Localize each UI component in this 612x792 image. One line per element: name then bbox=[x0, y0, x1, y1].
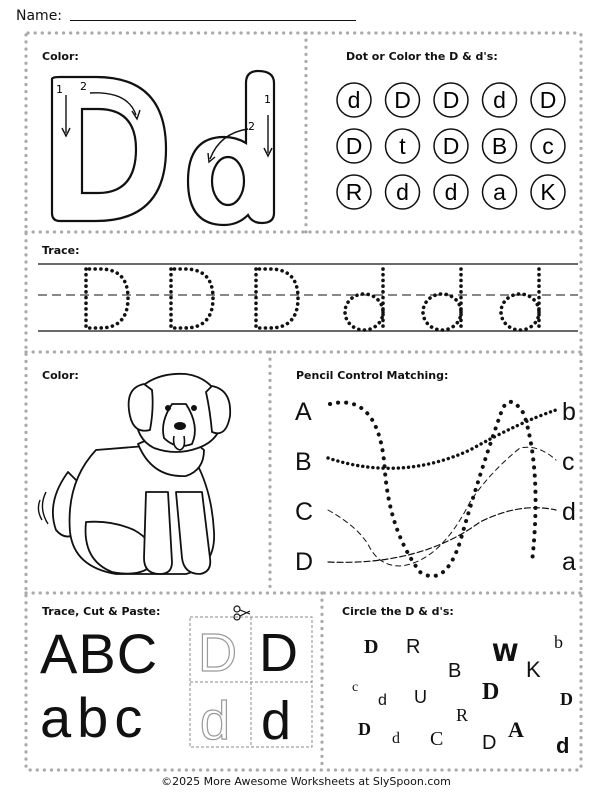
stroke-number: 2 bbox=[248, 120, 255, 133]
paste-letter: c bbox=[114, 686, 149, 749]
solid-upper-d: D bbox=[259, 623, 298, 683]
dog-illustration[interactable] bbox=[26, 352, 270, 593]
dot-circle[interactable] bbox=[386, 129, 420, 163]
dot-circle[interactable] bbox=[483, 175, 517, 209]
dot-circle-letter: K bbox=[540, 179, 556, 205]
dot-circle-letter: R bbox=[345, 179, 363, 205]
match-path-a bbox=[330, 402, 536, 576]
dot-circle[interactable] bbox=[337, 129, 371, 163]
dot-circle-letter: d bbox=[396, 179, 409, 205]
section-label: Color: bbox=[42, 369, 79, 382]
bubble-lower-d-inner bbox=[212, 157, 244, 205]
dot-circle[interactable] bbox=[531, 175, 565, 209]
dot-grid bbox=[336, 82, 576, 222]
stroke-number: 2 bbox=[80, 80, 87, 93]
trace-letter bbox=[501, 294, 539, 330]
color-letters-art[interactable] bbox=[26, 33, 306, 232]
dot-circle[interactable] bbox=[434, 129, 468, 163]
dog-picture-panel bbox=[26, 352, 270, 593]
bubble-upper-d-inner bbox=[82, 109, 136, 193]
circle-letter[interactable]: R bbox=[456, 705, 469, 725]
circle-letter[interactable]: D bbox=[482, 679, 500, 705]
dot-circle[interactable] bbox=[483, 129, 517, 163]
circle-letter[interactable]: R bbox=[406, 636, 421, 658]
cut-boxes[interactable] bbox=[26, 593, 322, 770]
trace-panel bbox=[26, 232, 581, 352]
circle-letter[interactable]: D bbox=[358, 719, 371, 739]
circle-panel bbox=[322, 593, 581, 770]
circle-letter[interactable]: D bbox=[482, 732, 497, 754]
match-path-b bbox=[328, 410, 556, 468]
dot-circle-letter: d bbox=[493, 87, 506, 113]
circle-letters[interactable] bbox=[322, 593, 581, 770]
section-label: Trace: bbox=[42, 244, 80, 257]
color-letters-panel bbox=[26, 33, 306, 232]
dot-circle-letter: D bbox=[394, 87, 411, 113]
trace-letter bbox=[256, 269, 298, 328]
dot-circle[interactable] bbox=[531, 83, 565, 117]
circle-letter[interactable]: W bbox=[492, 639, 519, 667]
paste-letter: A bbox=[40, 622, 79, 685]
dot-circle[interactable] bbox=[337, 83, 371, 117]
trace-upper-d: D bbox=[198, 623, 237, 683]
dot-circle[interactable] bbox=[386, 83, 420, 117]
dot-circle-letter: a bbox=[493, 179, 506, 205]
match-left-letter: D bbox=[295, 548, 314, 576]
paste-panel bbox=[26, 593, 322, 770]
dot-circle[interactable] bbox=[531, 129, 565, 163]
match-left-letter: C bbox=[295, 498, 314, 526]
circle-letter[interactable]: d bbox=[378, 692, 387, 709]
dot-circle[interactable] bbox=[337, 175, 371, 209]
dot-circle-letter: B bbox=[491, 133, 508, 159]
match-right-letter: a bbox=[562, 548, 576, 576]
dot-circle-letter: D bbox=[539, 87, 557, 113]
dot-circle-letter: t bbox=[399, 133, 406, 159]
dot-circle-letter: D bbox=[345, 133, 363, 159]
paste-letter: B bbox=[78, 622, 117, 685]
match-left-letter: A bbox=[295, 398, 312, 426]
circle-letter[interactable]: C bbox=[430, 728, 444, 750]
circle-letter[interactable]: D bbox=[560, 689, 573, 709]
stroke-number: 1 bbox=[56, 83, 63, 96]
circle-letter[interactable]: d bbox=[556, 733, 570, 758]
circle-letter[interactable]: b bbox=[554, 632, 563, 652]
matching-paths[interactable] bbox=[270, 352, 581, 593]
solid-lower-d: d bbox=[261, 691, 292, 751]
match-right-letter: c bbox=[562, 448, 575, 476]
section-label: Trace, Cut & Paste: bbox=[42, 605, 161, 618]
name-label: Name: bbox=[16, 8, 63, 24]
dot-circle-letter: c bbox=[542, 133, 554, 159]
dot-circle-letter: d bbox=[444, 179, 458, 205]
paste-letter: a bbox=[40, 686, 78, 749]
footer-credit: ©2025 More Awesome Worksheets at SlySpoon.com bbox=[161, 775, 451, 788]
scissors-icon bbox=[234, 606, 250, 620]
dot-circle-letter: D bbox=[442, 87, 460, 113]
trace-lower-d: d bbox=[200, 691, 231, 751]
dot-circle[interactable] bbox=[386, 175, 420, 209]
dot-circle[interactable] bbox=[434, 175, 468, 209]
trace-letter bbox=[86, 269, 128, 328]
section-label: Color: bbox=[42, 50, 79, 63]
circle-letter[interactable]: D bbox=[364, 636, 379, 658]
circle-letter[interactable]: B bbox=[448, 660, 462, 682]
match-right-letter: b bbox=[562, 398, 576, 426]
paste-letter: C bbox=[116, 622, 159, 685]
section-label: Pencil Control Matching: bbox=[296, 369, 449, 382]
match-path-d bbox=[328, 508, 556, 563]
dot-color-panel bbox=[306, 33, 581, 232]
trace-letter bbox=[171, 269, 213, 328]
matching-panel bbox=[270, 352, 581, 593]
dot-circle[interactable] bbox=[434, 83, 468, 117]
trace-letter bbox=[345, 294, 383, 330]
dot-circle[interactable] bbox=[483, 83, 517, 117]
section-label: Dot or Color the D & d's: bbox=[346, 50, 498, 63]
circle-letter[interactable]: A bbox=[508, 717, 524, 742]
dot-circle-letter: d bbox=[347, 87, 361, 113]
stroke-number: 1 bbox=[264, 93, 271, 106]
match-left-letter: B bbox=[295, 448, 312, 476]
circle-letter[interactable]: c bbox=[352, 680, 359, 695]
circle-letter[interactable]: U bbox=[414, 687, 427, 707]
section-label: Circle the D & d's: bbox=[342, 605, 454, 618]
trace-letter bbox=[423, 294, 461, 330]
circle-letter[interactable]: d bbox=[392, 730, 400, 747]
dot-circle-letter: D bbox=[442, 133, 460, 159]
trace-lines[interactable] bbox=[26, 232, 581, 352]
paste-letter: b bbox=[77, 686, 115, 749]
circle-letter[interactable]: K bbox=[526, 657, 541, 682]
match-right-letter: d bbox=[562, 498, 576, 526]
